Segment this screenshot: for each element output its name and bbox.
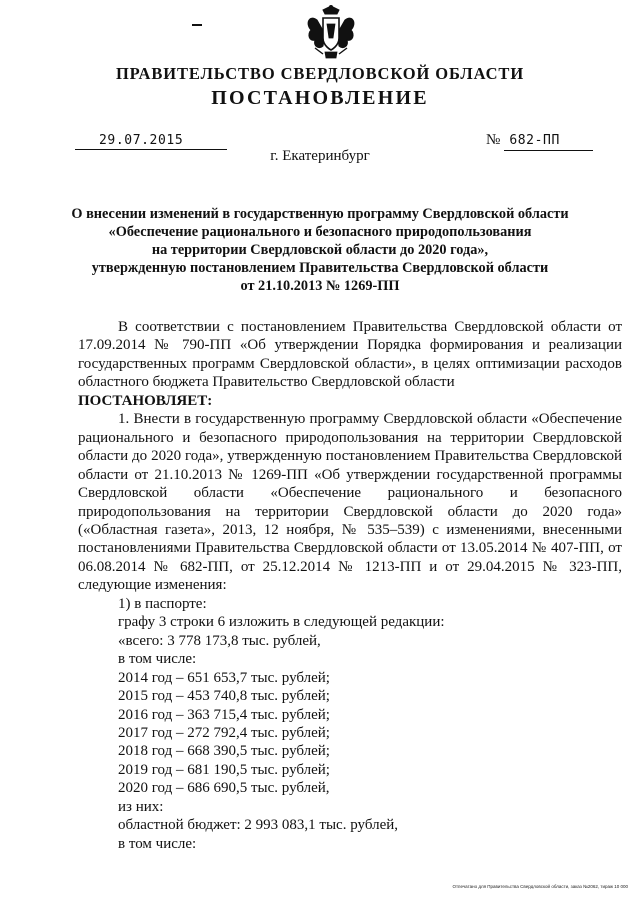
document-date: 29.07.2015	[75, 133, 227, 150]
body-line: 1) в паспорте:	[118, 595, 207, 612]
body-line: 2016 год – 363 715,4 тыс. рублей;	[118, 706, 330, 723]
body-line: 2015 год – 453 740,8 тыс. рублей;	[118, 688, 330, 705]
body-line: 2020 год – 686 690,5 тыс. рублей,	[118, 780, 330, 797]
preamble-paragraph: В соответствии с постановлением Правительства Свердловской области от 17.09.2014 № 790-ПП «Об утверждении Порядка формирования и реализации государственных программ Свердловской области», в целях оптимизации расходов областного бюджета Правительство Свердловской области	[78, 319, 622, 391]
body-line: в том числе:	[118, 835, 197, 852]
body-line: «всего: 3 778 173,8 тыс. рублей,	[118, 632, 321, 649]
body-line: графу 3 строки 6 изложить в следующей редакции:	[118, 614, 445, 631]
title-line: на территории Свердловской области до 2020 года»,	[151, 242, 489, 258]
body-line: из них:	[118, 798, 164, 815]
title-line: «Обеспечение рационального и безопасного природопользования	[108, 224, 532, 240]
organization-name: ПРАВИТЕЛЬСТВО СВЕРДЛОВСКОЙ ОБЛАСТИ	[115, 64, 525, 83]
body-line: 2014 год – 651 653,7 тыс. рублей;	[118, 669, 330, 686]
document-number: 682-ПП	[504, 132, 593, 151]
decree-word: ПОСТАНОВЛЯЕТ:	[78, 392, 213, 409]
print-footer: Отпечатано для Правительства Свердловской области, заказ №2062, тираж 10 000	[452, 884, 628, 889]
scan-mark	[192, 24, 202, 26]
document-title	[60, 205, 580, 295]
coat-of-arms-icon	[303, 4, 359, 60]
body-line: 2018 год – 668 390,5 тыс. рублей;	[118, 743, 330, 760]
body-line: 2017 год – 272 792,4 тыс. рублей;	[118, 724, 330, 741]
document-body	[78, 318, 622, 853]
city: г. Екатеринбург	[270, 148, 370, 164]
title-line: О внесении изменений в государственную программу Свердловской области	[71, 206, 569, 222]
title-line: от 21.10.2013 № 1269-ПП	[240, 278, 400, 294]
document-type: ПОСТАНОВЛЕНИЕ	[211, 87, 429, 109]
body-line: 2019 год – 681 190,5 тыс. рублей;	[118, 761, 330, 778]
item-1-paragraph: 1. Внести в государственную программу Свердловской области «Обеспечение рационального и безопасного природопользования на территории Свердловской области до 2020 года», утвержденную постановлением Правительства Свердловской области от 21.10.2013 № 1269-ПП «Об утверждении государственной программы Свердловской области «Обеспечение рационального и безопасного природопользования на территории Свердловской области до 2020 года» («Областная газета», 2013, 12 ноября, № 535–539) с изменениями, внесенными постановлениями Правительства Свердловской области от 13.05.2014 № 407-ПП, от 06.08.2014 № 682-ПП, от 25.12.2014 № 1213-ПП и от 29.04.2015 № 323-ПП, следующие изменения:	[78, 411, 622, 594]
body-line: областной бюджет: 2 993 083,1 тыс. рублей,	[118, 817, 398, 834]
number-label: №	[486, 132, 501, 148]
body-line: в том числе:	[118, 651, 197, 668]
title-line: утвержденную постановлением Правительства Свердловской области	[91, 260, 549, 276]
